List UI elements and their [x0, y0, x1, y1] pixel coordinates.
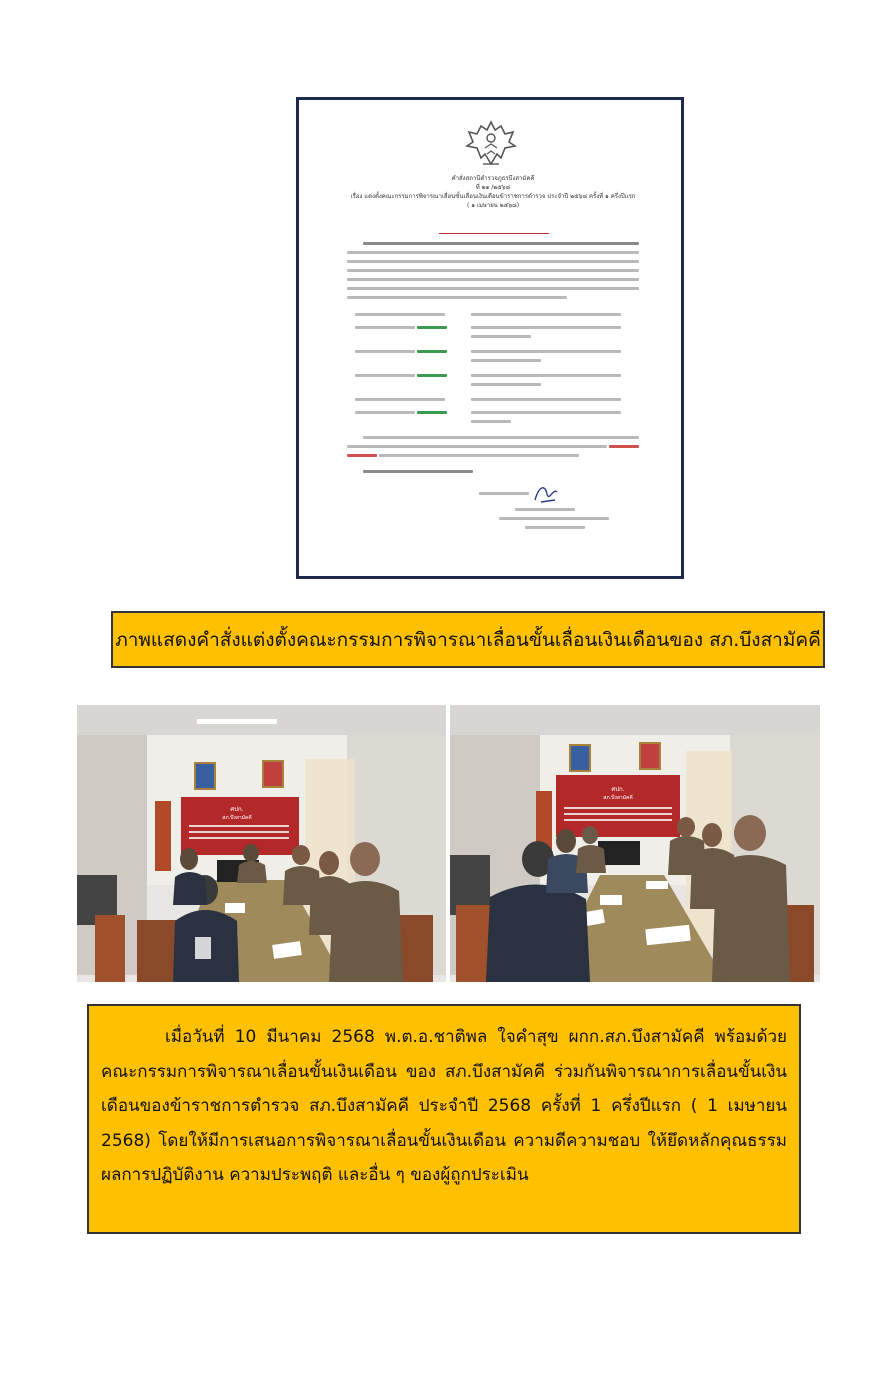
member-mark — [417, 411, 447, 414]
meeting-photo-left — [77, 705, 446, 982]
caption-text: ภาพแสดงคำสั่งแต่งตั้งคณะกรรมการพิจารณาเลื่อนขั้นเลื่อนเงินเดือนของ สภ.บึงสามัคคี — [115, 628, 821, 651]
member-line — [355, 326, 415, 329]
text-line — [347, 445, 607, 448]
text-line — [379, 454, 579, 457]
member-role-line — [471, 350, 621, 353]
document-caption — [111, 611, 825, 668]
banner-line2: สภ.บึงสามัคคี — [222, 815, 252, 821]
signer-title-line — [499, 517, 609, 520]
member-line — [355, 313, 445, 316]
member-role-line — [471, 374, 621, 377]
member-role-line — [471, 335, 531, 338]
member-mark — [417, 374, 447, 377]
text-line — [363, 242, 639, 245]
document-date-range: ( ๑ เมษายน ๒๕๖๘) — [466, 202, 520, 209]
text-line — [363, 436, 639, 439]
banner-line1: ศปก. — [230, 806, 244, 813]
date-line — [363, 470, 473, 473]
member-role-line — [471, 313, 621, 316]
meeting-photo-right — [450, 705, 820, 982]
text-line — [347, 269, 639, 272]
signer-title-line — [525, 526, 585, 529]
member-mark — [417, 326, 447, 329]
member-role-line — [471, 359, 541, 362]
text-line — [347, 251, 639, 254]
member-role-line — [471, 326, 621, 329]
member-role-line — [471, 411, 621, 414]
signature-label-line — [479, 492, 529, 495]
member-line — [355, 350, 415, 353]
text-line — [347, 278, 639, 281]
text-line — [347, 296, 567, 299]
document-org: คำสั่งสถานีตำรวจภูธรบึงสามัคคี — [451, 175, 535, 182]
text-line — [347, 260, 639, 263]
member-line — [355, 398, 445, 401]
text-line — [347, 287, 639, 290]
meeting-description — [87, 1004, 801, 1234]
member-line — [355, 411, 415, 414]
text-mark — [347, 454, 377, 457]
member-role-line — [471, 420, 511, 423]
order-document-image — [296, 97, 684, 579]
member-role-line — [471, 383, 541, 386]
signer-name-line — [515, 508, 575, 511]
document-divider — [439, 233, 549, 234]
banner-line1: ศปก. — [611, 786, 625, 793]
text-mark — [609, 445, 639, 448]
description-text: เมื่อวันที่ 10 มีนาคม 2568 พ.ต.อ.ชาติพล ใจคำสุข ผกก.สภ.บึงสามัคคี พร้อมด้วย คณะกรรมการพิจารณาเลื่อนขั้นเงินเดือน ของ สภ.บึงสามัคคี ร่วมกันพิจารณาการเลื่อนขั้นเงินเดือนของข้าราชการตำรวจ สภ.บึงสามัคคี ประจำปี 2568 ครั้งที่ 1 ครึ่งปีแรก ( 1 เมษายน 2568) โดยให้มีการเสนอการพิจารณาเลื่อนขั้นเงินเดือน ความดีความชอบ ให้ยึดหลักคุณธรรม ผลการปฏิบัติงาน ความประพฤติ และอื่น ๆ ของผู้ถูกประเมิน — [101, 1027, 787, 1185]
garuda-emblem-icon — [463, 118, 519, 170]
member-line — [355, 374, 415, 377]
document-number: ที่ ๒๑ /๒๕๖๘ — [475, 184, 511, 191]
document-subject: เรื่อง แต่งตั้งคณะกรรมการพิจารณาเลื่อนขั้นเลื่อนเงินเดือนข้าราชการตำรวจ ประจำปี ๒๕๖๘ ครั้งที่ ๑ ครึ่งปีแรก — [350, 193, 636, 200]
signature-icon — [531, 480, 561, 508]
document-heading — [319, 174, 667, 210]
banner-line2: สภ.บึงสามัคคี — [603, 795, 633, 801]
member-role-line — [471, 398, 621, 401]
member-mark — [417, 350, 447, 353]
